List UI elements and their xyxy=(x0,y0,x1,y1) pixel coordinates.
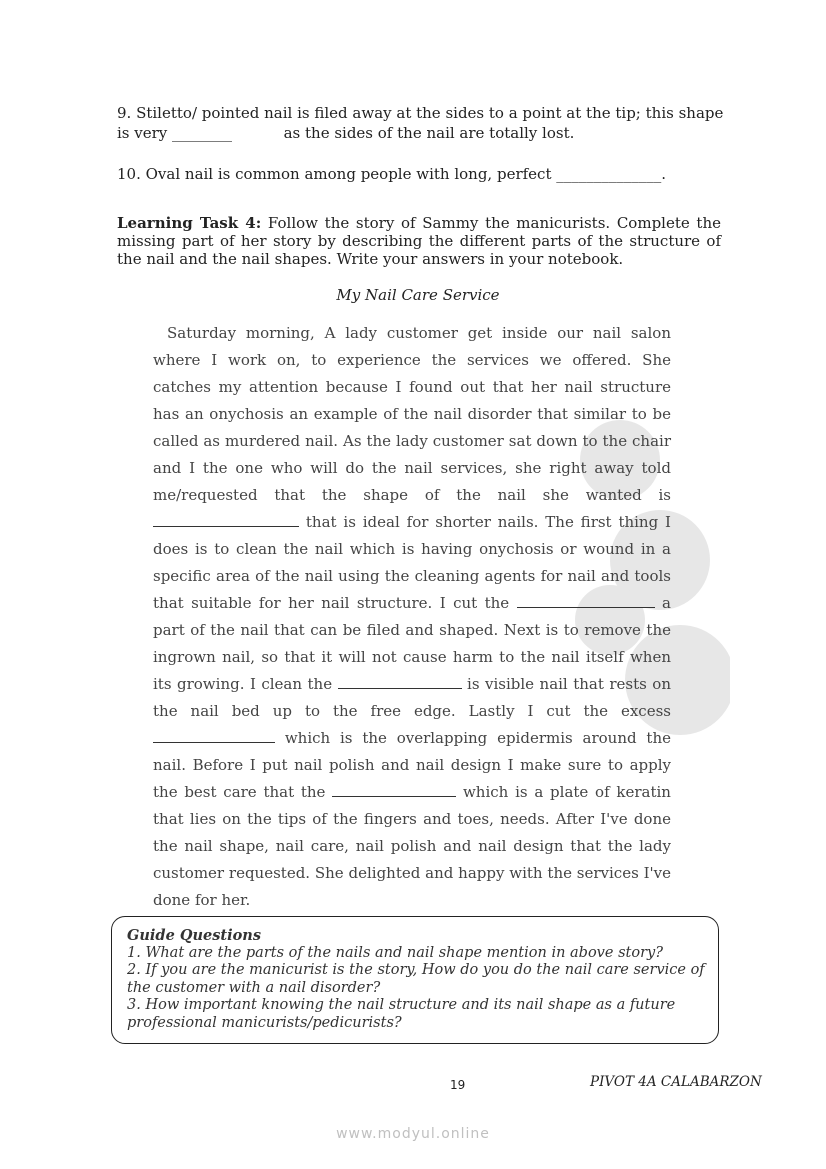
question-10: 10. Oval nail is common among people with long, perfect ______________. xyxy=(117,165,667,183)
blank-nail-plate[interactable] xyxy=(338,674,462,689)
task-label: Learning Task 4: xyxy=(117,214,262,232)
question-9-line2 xyxy=(117,123,727,143)
blank-cuticle[interactable] xyxy=(153,728,275,743)
guide-question-3: 3. How important knowing the nail structure and its nail shape as a future professional manicurists/pedicurists? xyxy=(127,997,676,1031)
question-9 xyxy=(117,103,727,143)
story-part-1: Saturday morning, A lady customer get inside our nail salon where I work on, to experience the services we offered. She catches my attention because I found out that her nail structure has an onychosis an example of the nail disorder that similar to be called as murdered nail. As the lady customer sat down to the chair and I the one who will do the nail services, she right away told me/requested that the shape of the nail she wanted is xyxy=(153,324,671,504)
blank-free-edge[interactable] xyxy=(517,593,655,608)
story-part-6: which is a plate of keratin that lies on the tips of the fingers and toes, needs. After I've done the nail shape, nail care, nail polish and nail design that the lady customer requested. She delighted and happy with the services I've done for her. xyxy=(153,783,671,909)
task-text: Follow the story of Sammy the manicurists. Complete the missing part of her story by describing the different parts of the structure of the nail and the nail shapes. Write your answers in your notebook. xyxy=(117,214,721,268)
footer-label: PIVOT 4A CALABARZON xyxy=(590,1074,762,1090)
question-9-line2-a: is very ________ xyxy=(117,124,233,142)
question-9-line1: 9. Stiletto/ pointed nail is filed away at the sides to a point at the tip; this shape xyxy=(117,104,724,122)
site-watermark: www.modyul.online xyxy=(336,1126,490,1142)
story-title: My Nail Care Service xyxy=(336,286,500,304)
guide-question-1: 1. What are the parts of the nails and nail shape mention in above story? xyxy=(127,944,663,961)
blank-nail[interactable] xyxy=(332,782,456,797)
blank-nail-shape[interactable] xyxy=(153,512,299,527)
story-part-4: is visible nail that rests on the nail bed up to the free edge. Lastly I cut the excess xyxy=(153,675,671,720)
guide-questions-box xyxy=(111,916,719,1044)
story-body xyxy=(153,320,671,914)
guide-question-2: 2. If you are the manicurist is the story, How do you do the nail care service of the customer with a nail disorder? xyxy=(127,962,705,996)
story-part-3: a part of the nail that can be filed and shaped. Next is to remove the ingrown nail, so that it will not cause harm to the nail itself when its growing. I clean the xyxy=(153,594,671,693)
question-9-line2-b: as the sides of the nail are totally lost. xyxy=(283,124,575,142)
learning-task-4 xyxy=(117,214,721,268)
page-number: 19 xyxy=(450,1078,466,1092)
story-part-2: that is ideal for shorter nails. The first thing I does is to clean the nail which is having onychosis or wound in a specific area of the nail using the cleaning agents for nail and tools that suitable for her nail structure. I cut the xyxy=(153,513,671,612)
story-part-5: which is the overlapping epidermis around the nail. Before I put nail polish and nail design I make sure to apply the best care that the xyxy=(153,729,671,801)
guide-title: Guide Questions xyxy=(127,927,261,944)
